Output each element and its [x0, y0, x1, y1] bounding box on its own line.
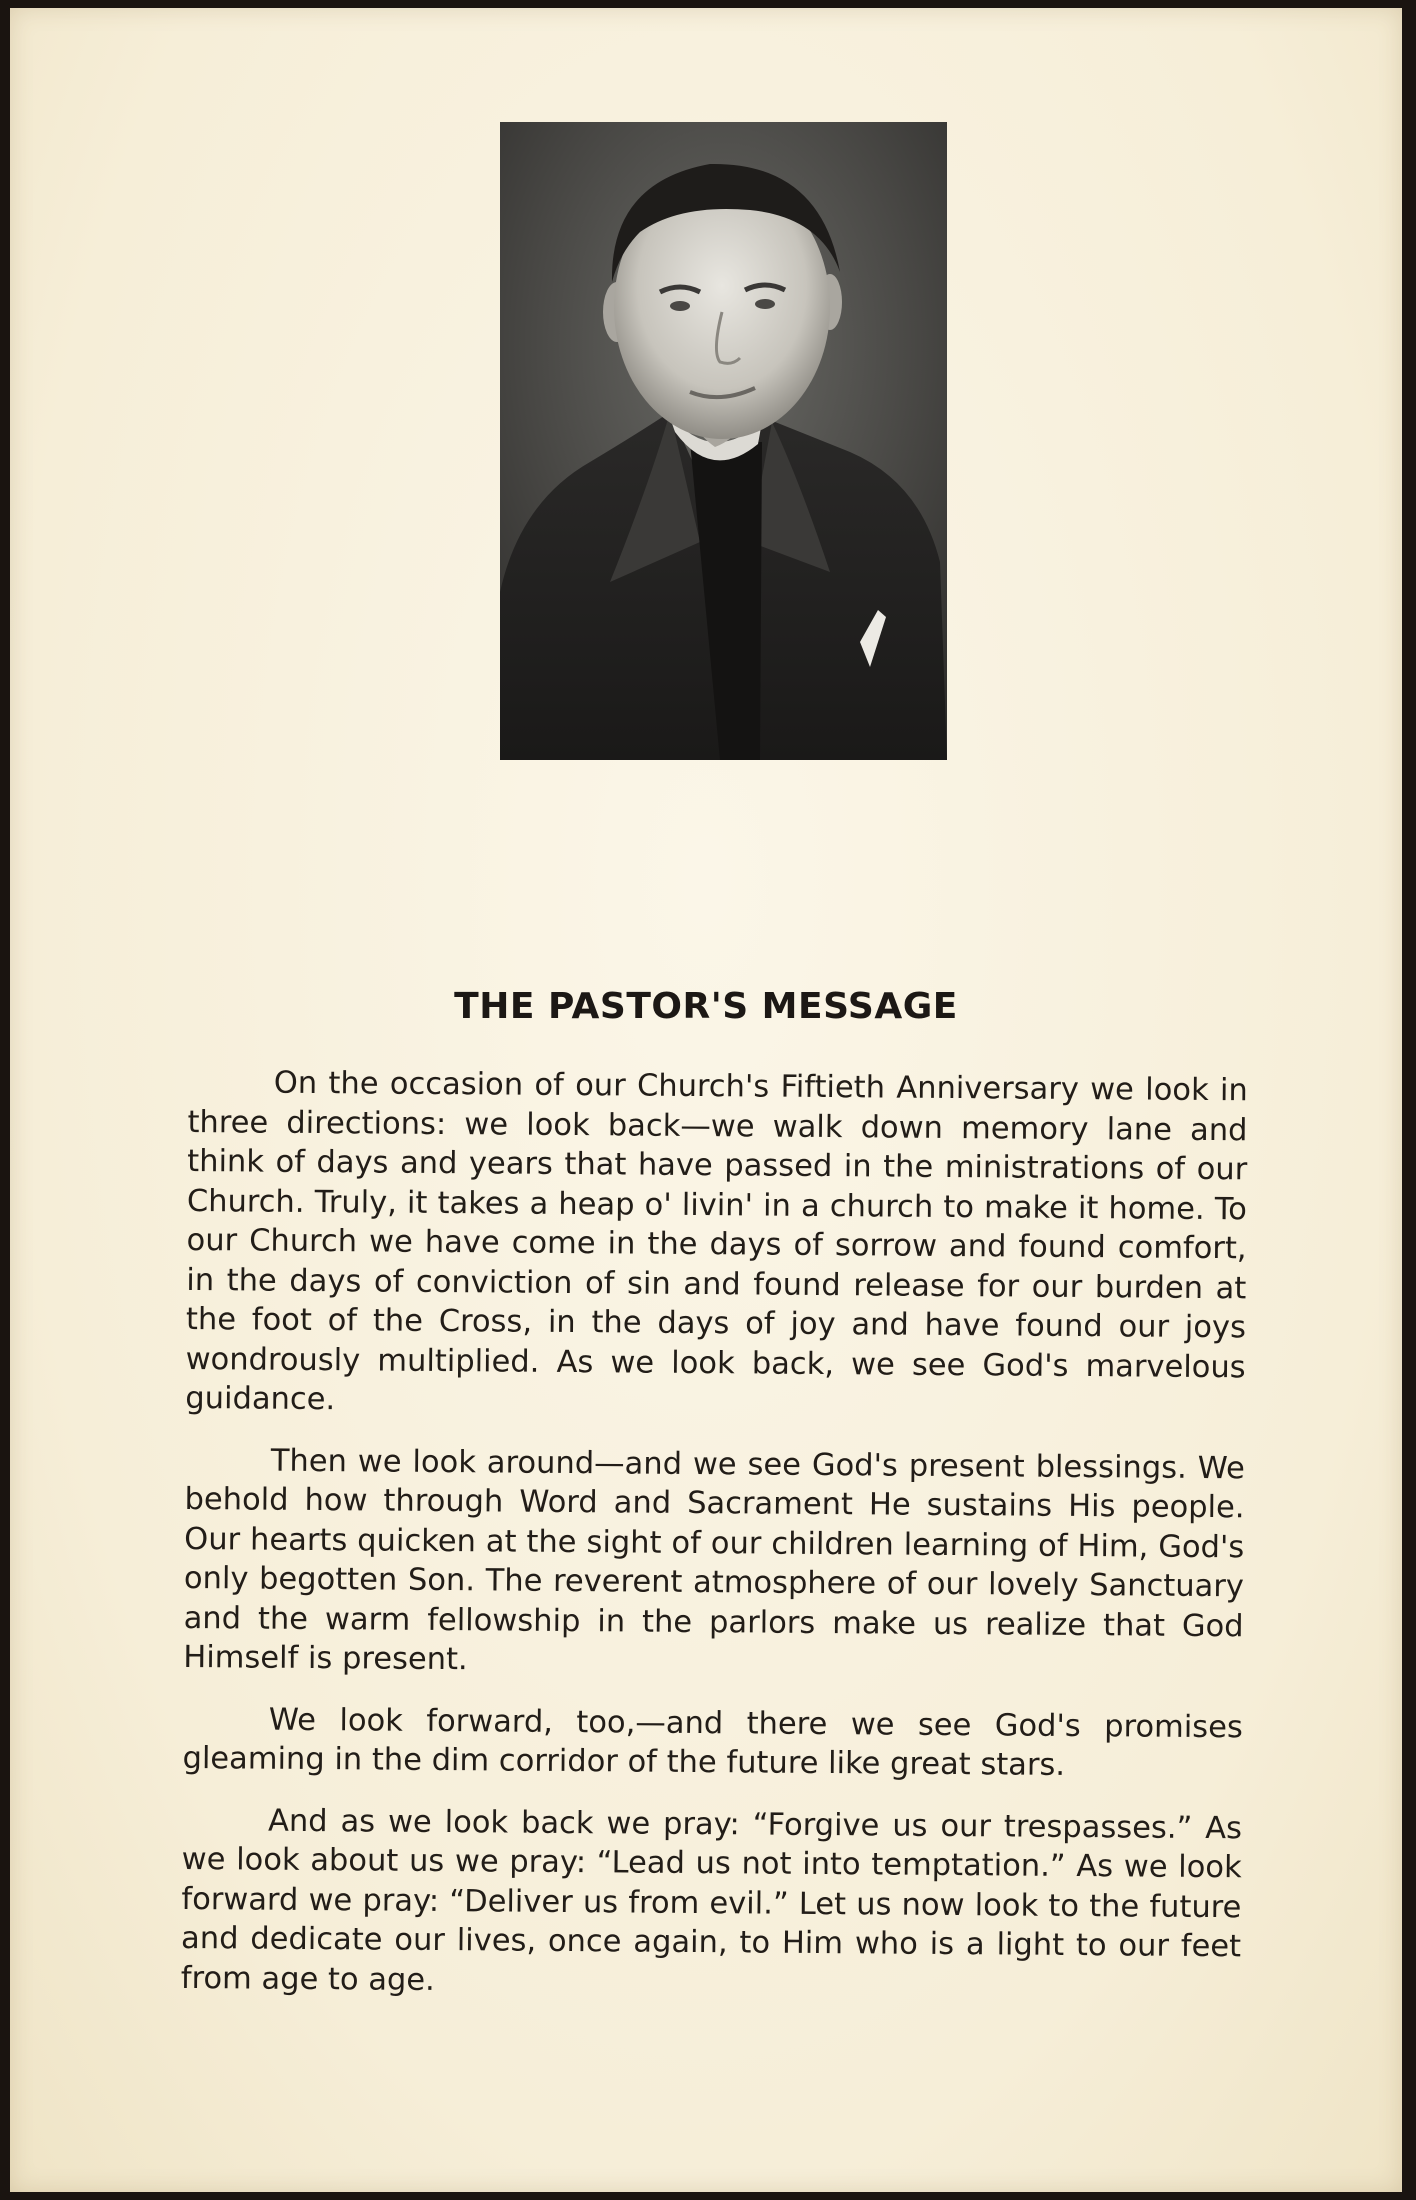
page-title: THE PASTOR'S MESSAGE: [454, 986, 958, 1027]
paragraph-4: And as we look back we pray: “Forgive us our trespasses.” As we look about us we pray: “Lead us not into temptation.” As we look forward we pray: “Deliver us from evil.” Let us now look to the future and dedicate our lives, once again, to Him who is a light to our feet from age to age.: [180, 1803, 1243, 1998]
message-body: [180, 1063, 1247, 2028]
paragraph-3: We look forward, too,—and there we see God's promises gleaming in the dim corridor of the future like great stars.: [182, 1702, 1243, 1783]
paragraph-1: On the occasion of our Church's Fiftieth Anniversary we look in three directions: we look back—we walk down memory lane and think of days and years that have passed in the ministrations of our Church. Truly, it takes a heap o' livin' in a church to make it home. To our Church we have come in the days of sorrow and found comfort, in the days of conviction of sin and found release for our burden at the foot of the Cross, in the days of joy and have found our joys wondrously multiplied. As we look back, we see God's marvelous guidance.: [185, 1065, 1248, 1418]
pastor-photo: [500, 122, 947, 760]
paragraph-2: Then we look around—and we see God's present blessings. We behold how through Word and Sacrament He sustains His people. Our hearts quicken at the sight of our children learning of Him, God's only begotten Son. The reverent atmosphere of our lovely Sanctuary and the warm fellowship in the parlors make us realize that God Himself is present.: [183, 1443, 1245, 1678]
document-page: [10, 8, 1402, 2192]
